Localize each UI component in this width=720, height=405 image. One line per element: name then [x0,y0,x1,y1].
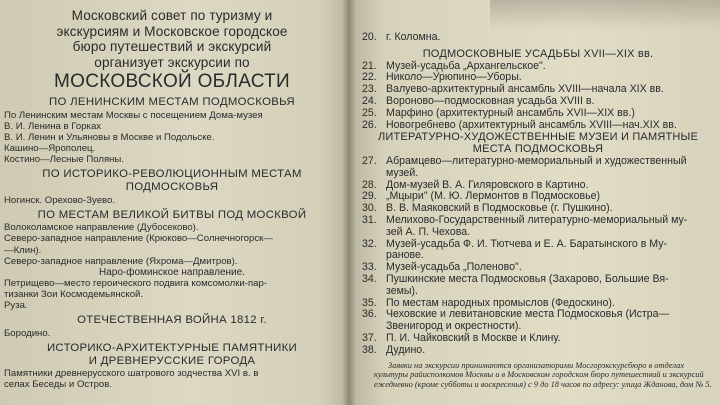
item-text: В. В. Маяковский в Подмосковье (г. Пушкино). [386,202,613,215]
item-number: 34. [362,272,377,285]
item-text: Вороново—подмосковная усадьба XVIII в. [386,94,595,107]
item-text: Мелихово-Государственный литературно-мемориальный му- [386,213,688,226]
lenin-line: Кашино—Ярополец. [4,143,96,155]
region-title: МОСКОВСКОЙ ОБЛАСТИ [53,71,291,93]
battle-line: —Клин). [4,244,42,256]
right-page [350,0,720,405]
item-number: 23. [362,83,377,96]
section-heading-lenin: ПО ЛЕНИНСКИМ МЕСТАМ ПОДМОСКОВЬЯ [49,96,295,109]
item-text: зей А. П. Чехова. [386,225,471,238]
item-text: По местам народных промыслов (Федоскино). [386,296,615,309]
item-number: 22. [362,71,377,84]
item-number: 37. [362,331,377,344]
section-heading-revolution: ПО ИСТОРИКО-РЕВОЛЮЦИОННЫМ МЕСТАМ [42,168,302,181]
item-text: Николо—Урюпино—Уборы. [386,71,522,84]
section-heading-architecture: ИСТОРИКО-АРХИТЕКТУРНЫЕ ПАМЯТНИКИ [46,342,298,355]
item-text: Звенигород и окрестности). [386,320,522,333]
section-heading-estates: ПОДМОСКОВНЫЕ УСАДЬБЫ XVII—XIX вв. [422,47,654,60]
section-heading-museums: ЛИТЕРАТУРНО-ХУДОЖЕСТВЕННЫЕ МУЗЕИ И ПАМЯТНЫЕ [377,131,699,144]
intro-line: организует экскурсии по [94,54,250,70]
item-number: 21. [362,59,377,72]
item-number: 30. [362,202,377,215]
battle-line: Волоколамское направление (Дубосеково). [4,222,199,234]
section-heading-museums: МЕСТА ПОДМОСКОВЬЯ [472,143,604,156]
list-item [362,32,714,44]
item-text: Пушкинские места Подмосковья (Захарово, Большие Вя- [386,272,669,285]
intro-line: Московский совет по туризму и [71,8,273,23]
page-shadow [490,0,720,30]
left-page [0,0,350,405]
item-text: Валуево-архитектурный ансамбль XVIII—начала XIX вв. [386,83,664,96]
battle-line: Северо-западное направление (Яхрома—Дмитров). [4,255,238,267]
battle-line: тизанки Зои Космодемьянской. [4,289,144,301]
revolution-line: Ногинск. Орехово-Зуево. [4,194,116,206]
item-text: Музей-усадьба „Архангельское". [386,59,546,72]
item-text: музей. [386,166,419,179]
item-text: Новогребнево (архитектурный ансамбль XVIII—нач.XIX вв. [386,118,677,131]
item-text: Чеховские и левитановские места Подмосковья (Истра— [386,308,670,321]
intro-line: экскурсиям и Московское городское [56,23,288,39]
battle-subheading: Наро-фоминское направление. [99,266,245,278]
item-text: Абрамцево—литературно-мемориальный и художественный [386,154,687,167]
battle-line: Петрищево—место героического подвига комсомолки-пар- [4,278,268,290]
item-text: Дудино. [386,343,426,356]
item-text: Дом-музей В. А. Гиляровского в Картино. [386,178,589,191]
item-text: Музей-усадьба Ф. И. Тютчева и Е. А. Баратынского в Му- [386,237,668,250]
list-item [362,345,714,357]
right-column [362,32,714,389]
battle-line: Руза. [4,300,28,312]
left-column [4,8,340,391]
item-text: Марфино (архитектурный ансамбль XVII—XIX вв.) [386,106,635,119]
list-item [362,120,714,132]
item-number: 27. [362,154,377,167]
section-heading-revolution: ПОДМОСКОВЬЯ [125,181,219,194]
item-number: 35. [362,296,377,309]
section-heading-battle: ПО МЕСТАМ ВЕЛИКОЙ БИТВЫ ПОД МОСКВОЙ [37,208,307,221]
intro-line: бюро путешествий и экскурсий [72,39,272,55]
lenin-line: Костино—Лесные Поляны. [4,154,124,166]
item-number: 32. [362,237,377,250]
item-number: 24. [362,94,377,107]
item-text: Музей-усадьба „Поленово". [386,261,522,274]
lenin-line: По Ленинским местам Москвы с посещением Дома-музея [4,109,263,121]
item-text: ранове. [386,249,424,262]
item-text: „Мцыри" (М. Ю. Лермонтов в Подмосковье) [386,190,601,203]
item-number: 25. [362,106,377,119]
item-number: 29. [362,190,377,203]
item-text: земы). [386,284,418,297]
item-number: 33. [362,261,377,274]
lenin-line: В. И. Ленина в Горках [4,121,102,133]
item-number: 38. [362,343,377,356]
estates-list [362,61,714,132]
item-number: 28. [362,178,377,191]
museums-list [362,156,714,357]
book-spine [342,0,356,405]
item-text: П. И. Чайковский в Москве и Клину. [386,331,561,344]
section-heading-architecture: И ДРЕВНЕРУССКИЕ ГОРОДА [88,354,256,367]
item-number: 26. [362,118,377,131]
item-number: 20. [362,31,377,43]
item-text: г. Коломна. [386,31,441,43]
architecture-line: Памятники древнерусского шатрового зодчества XVI в. в [4,368,259,380]
item-number: 31. [362,213,377,226]
footnote: Заявки на экскурсии принимаются организаторами Мосгорэкскурсбюро в отделах культуры райисполкомов Москвы и в Московском городском бюро путешествий и экскурсий ежедневно (кроме субботы и воскресенья) с 9 до 18 часов по адресу: улица Жданова, дом № 5. [374,360,712,389]
architecture-line: селах Беседы и Остров. [4,379,113,391]
item-number: 36. [362,308,377,321]
war-1812-line: Бородино. [4,328,51,340]
battle-line: Северо-западное направление (Крюково—Солнечногорск— [4,233,273,245]
lenin-line: В. И. Ленин и Ульяновы в Москве и Подольске. [4,132,215,144]
section-heading-1812: ОТЕЧЕСТВЕННАЯ ВОЙНА 1812 г. [77,314,267,327]
